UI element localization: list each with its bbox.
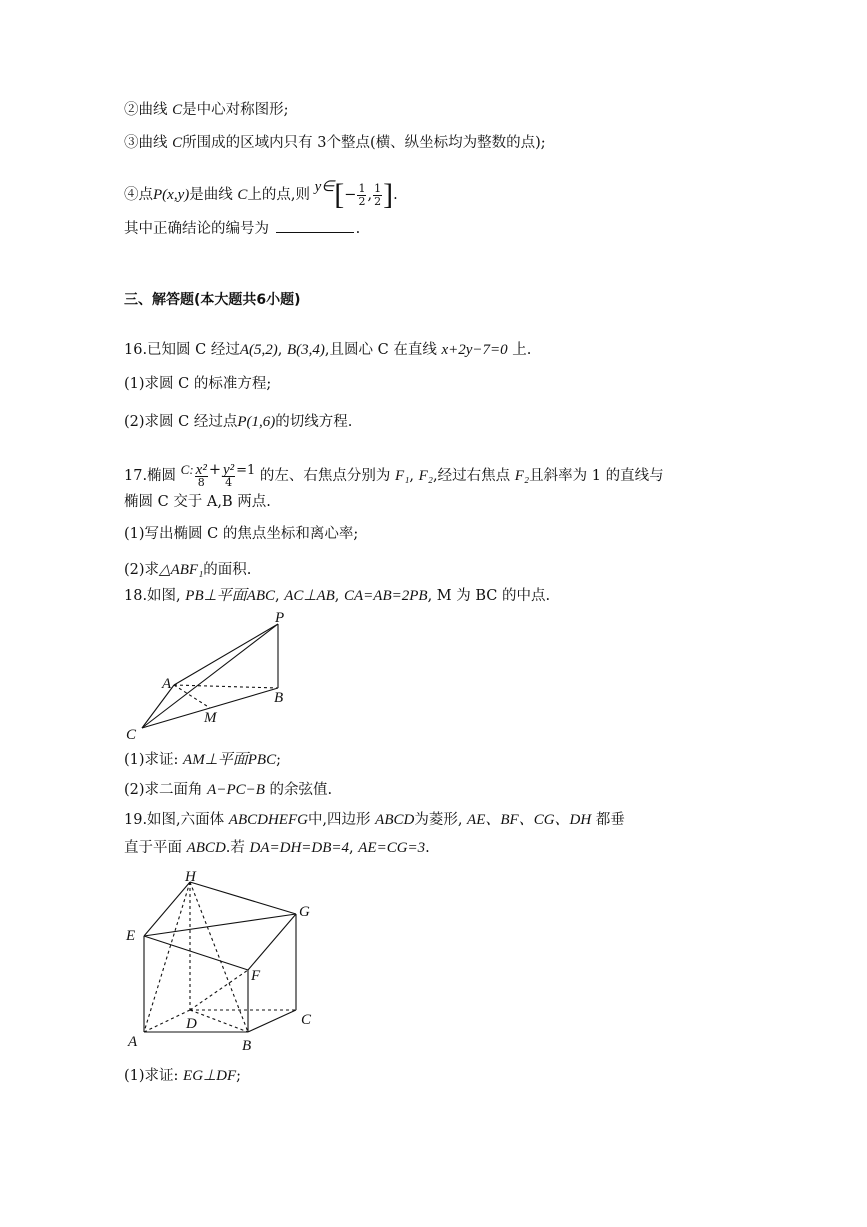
q18-part2: (2)求二面角 A−PC−B 的余弦值.	[124, 782, 333, 798]
label-A: A	[162, 676, 172, 692]
label-G: G	[299, 904, 310, 920]
q17-part1: (1)写出椭圆 C 的焦点坐标和离心率;	[124, 526, 359, 542]
label-E: E	[126, 928, 136, 944]
q19-figure	[118, 868, 328, 1058]
answer-blank[interactable]	[276, 218, 354, 233]
item-2: ②曲线 C是中心对称图形;	[124, 102, 289, 118]
label-D: D	[186, 1016, 197, 1032]
label-C: C	[301, 1012, 312, 1028]
label-M: M	[204, 710, 217, 726]
q17-line2: 椭圆 C 交于 A,B 两点.	[124, 494, 271, 510]
q18-figure	[118, 610, 298, 745]
label-C: C	[126, 727, 137, 743]
item-3: ③曲线 C所围成的区域内只有 3个整点(横、纵坐标均为整数的点);	[124, 135, 546, 151]
label-B: B	[274, 690, 284, 706]
answer-blank-line: 其中正确结论的编号为 .	[124, 218, 360, 239]
q16-stem: 16.已知圆 C 经过A(5,2), B(3,4),且圆心 C 在直线 x+2y−7=0 上.	[124, 342, 532, 358]
q19-line2: 直于平面 ABCD.若 DA=DH=DB=4, AE=CG=3.	[124, 840, 430, 856]
q19-part1: (1)求证: EG⊥DF;	[124, 1068, 241, 1084]
item-4: ④点P(x,y)是曲线 C上的点,则 y∈[− $\frac{1}{2}$ , $\frac{1}{2}$ ].	[124, 178, 398, 211]
label-A: A	[128, 1034, 138, 1050]
label-B: B	[242, 1038, 252, 1054]
q16-part1: (1)求圆 C 的标准方程;	[124, 376, 272, 392]
q17-stem: 17.椭圆 C: $\frac{\text{x²}}{8}$ + $\frac{\text{y²}}{4}$ =1 的左、右焦点分别为 F₁, F₂,经过右焦点 F₂且斜率为 1 的直线与	[124, 461, 664, 489]
q16-part2: (2)求圆 C 经过点P(1,6)的切线方程.	[124, 414, 353, 430]
label-P: P	[275, 610, 285, 626]
label-H: H	[185, 869, 196, 885]
label-F: F	[251, 968, 261, 984]
section-title: 三、解答题(本大题共6小题)	[124, 292, 301, 308]
q18-stem: 18.如图, PB⊥平面ABC, AC⊥AB, CA=AB=2PB, M 为 BC 的中点.	[124, 588, 551, 604]
q17-part2: (2)求△ABF₁的面积.	[124, 562, 252, 578]
q18-part1: (1)求证: AM⊥平面PBC;	[124, 752, 281, 768]
q19-stem: 19.如图,六面体 ABCDHEFG中,四边形 ABCD为菱形, AE、BF、CG、DH 都垂	[124, 812, 625, 828]
